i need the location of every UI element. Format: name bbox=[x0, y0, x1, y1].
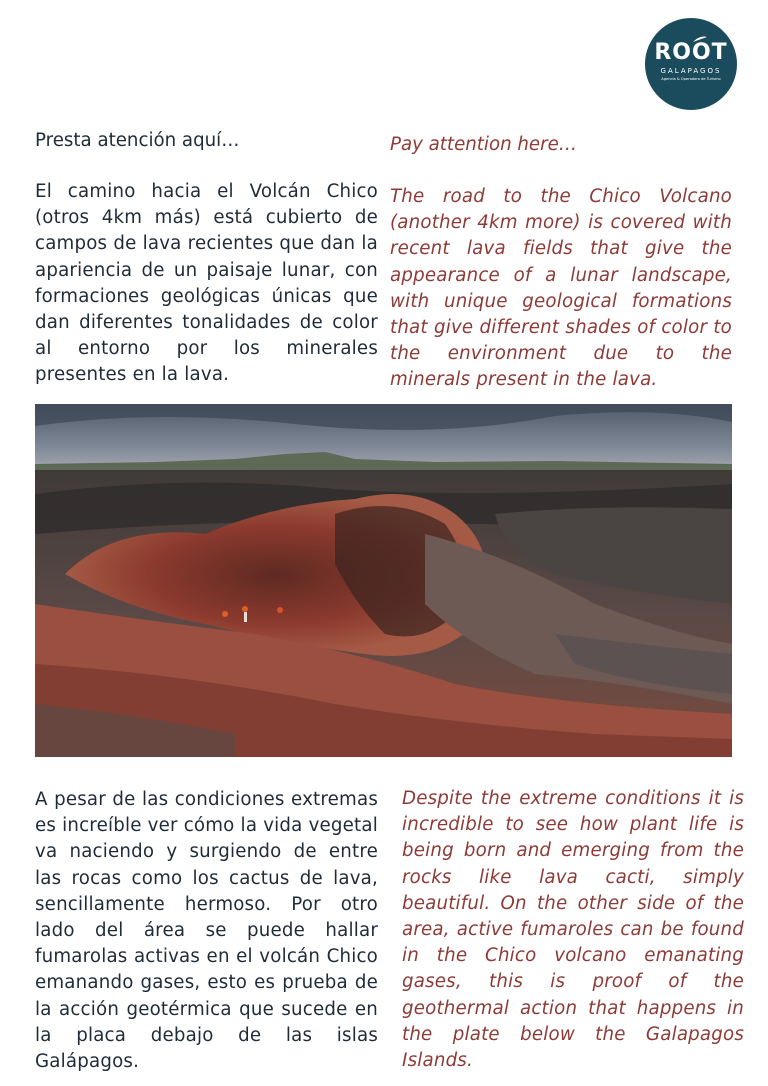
paragraph-spanish-2: A pesar de las condiciones extremas es increíble ver cómo la vida vegetal va naciendo y surgiendo de entre las rocas como los cactus de lava, sencillamente hermoso. Por otro lado del área se puede hallar fumarolas activas en el volcán Chico emanando gases, esto es prueba de la acción geotérmica que sucede en la placa debajo de las islas Galápagos. bbox=[35, 789, 378, 1073]
logo-subtitle: GALAPAGOS bbox=[660, 67, 722, 75]
lava-landscape-photo bbox=[35, 404, 732, 757]
paragraph-english-2: Despite the extreme conditions it is incredible to see how plant life is being born and emerging from the rocks like lava cacti, simply beautiful. On the other side of the area, active fumaroles can be found in the Chico volcano emanating gases, this is proof of the geothermal action that happens in the plate below the Galapagos Islands. bbox=[402, 788, 744, 1072]
paragraph-spanish-1: El camino hacia el Volcán Chico (otros 4km más) está cubierto de campos de lava recientes que dan la apariencia de un paisaje lunar, con formaciones geológicas únicas que dan diferentes tonalidades de color al entorno por los minerales presentes en la lava. bbox=[35, 181, 378, 386]
logo-brand-name: ROOT bbox=[654, 40, 728, 65]
heading-spanish: Presta atención aquí… bbox=[35, 130, 240, 151]
logo-tagline: Agencia & Operadora de Turismo bbox=[661, 77, 721, 81]
paragraph-english-1: The road to the Chico Volcano (another 4km more) is covered with recent lava fields that give the appearance of a lunar landscape, with unique geological formations that give different shades of color to the environment due to the minerals present in the lava. bbox=[390, 186, 732, 391]
brand-logo bbox=[645, 18, 737, 110]
heading-english: Pay attention here… bbox=[390, 134, 577, 155]
